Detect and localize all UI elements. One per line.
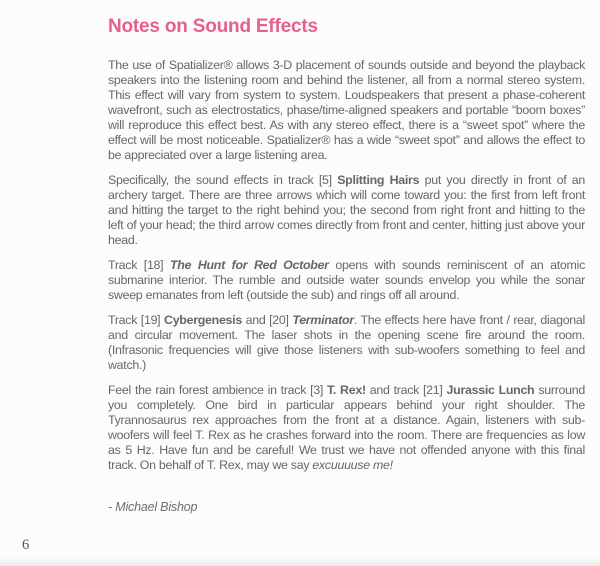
text-run: Specifically, the sound effects in track [5]: [108, 173, 338, 187]
text-run: Track [18]: [108, 258, 170, 272]
paragraph-cybergenesis-terminator: [108, 313, 585, 373]
text-run: and [20]: [241, 313, 293, 327]
text-run: T. Rex!: [327, 383, 366, 397]
text-run: . The effects here have front / rear, diagonal and circular movement. The laser shots in the opening scene fire around the room. (Infrasonic frequencies will give those listeners with sub-woofers something to feel and watch.): [108, 313, 585, 372]
page-title: Notes on Sound Effects: [108, 16, 318, 37]
text-run: The use of Spatializer® allows 3-D placement of sounds outside and beyond the playback speakers into the listening room and behind the listener, all from a normal stereo system. This effect will vary from system to system. Loudspeakers that present a phase-coherent wavefront, such as electrostatics, phase/time-aligned speakers and portable “boom boxes” will reproduce this effect best. As with any stereo effect, there is a “sweet spot” where the effect will be most noticeable. Spatializer® has a wide “sweet spot” and allows the effect to be appreciated over a large listening area.: [108, 58, 585, 162]
page-number: 6: [22, 537, 30, 553]
paragraph-splitting-hairs: [108, 173, 585, 248]
author-signature: - Michael Bishop: [108, 500, 198, 514]
article-body: [108, 58, 585, 473]
page-content: [108, 16, 585, 514]
paragraph-spatializer-intro: [108, 58, 585, 163]
text-run: Track [19]: [108, 313, 165, 327]
text-run: opens with sounds reminiscent of an atomic submarine interior. The rumble and outside water sounds envelop you while the sonar sweep emanates from left (outside the sub) and rings off all around.: [108, 258, 585, 302]
text-run: Jurassic Lunch: [446, 383, 535, 397]
text-run: Terminator: [292, 313, 354, 327]
text-run: Splitting Hairs: [337, 173, 420, 187]
text-run: Feel the rain forest ambience in track [3]: [108, 383, 327, 397]
text-run: excuuuuse me!: [312, 458, 393, 472]
paragraph-red-october: [108, 258, 585, 303]
text-run: put you directly in front of an archery target. There are three arrows which will come toward you: the first from left front and hitting the target to the right behind you; the second from right front and hitting to the left of your head; the third arrow comes directly from front and center, hitting just above your head.: [108, 173, 586, 247]
text-run: and track [21]: [365, 383, 447, 397]
paragraph-trex-jurassic-lunch: [108, 383, 585, 473]
text-run: Cybergenesis: [164, 313, 242, 327]
text-run: surround you completely. One bird in particular appears behind your right shoulder. The Tyrannosaurus rex approaches from the front at a distance. Again, listeners with sub-woofers will feel T. Rex as he crashes forward into the room. There are frequencies as low as 5 Hz. Have fun and be careful! We trust we have not offended anyone with this final track. On behalf of T. Rex, may we say: [108, 383, 585, 472]
text-run: The Hunt for Red October: [170, 258, 329, 272]
